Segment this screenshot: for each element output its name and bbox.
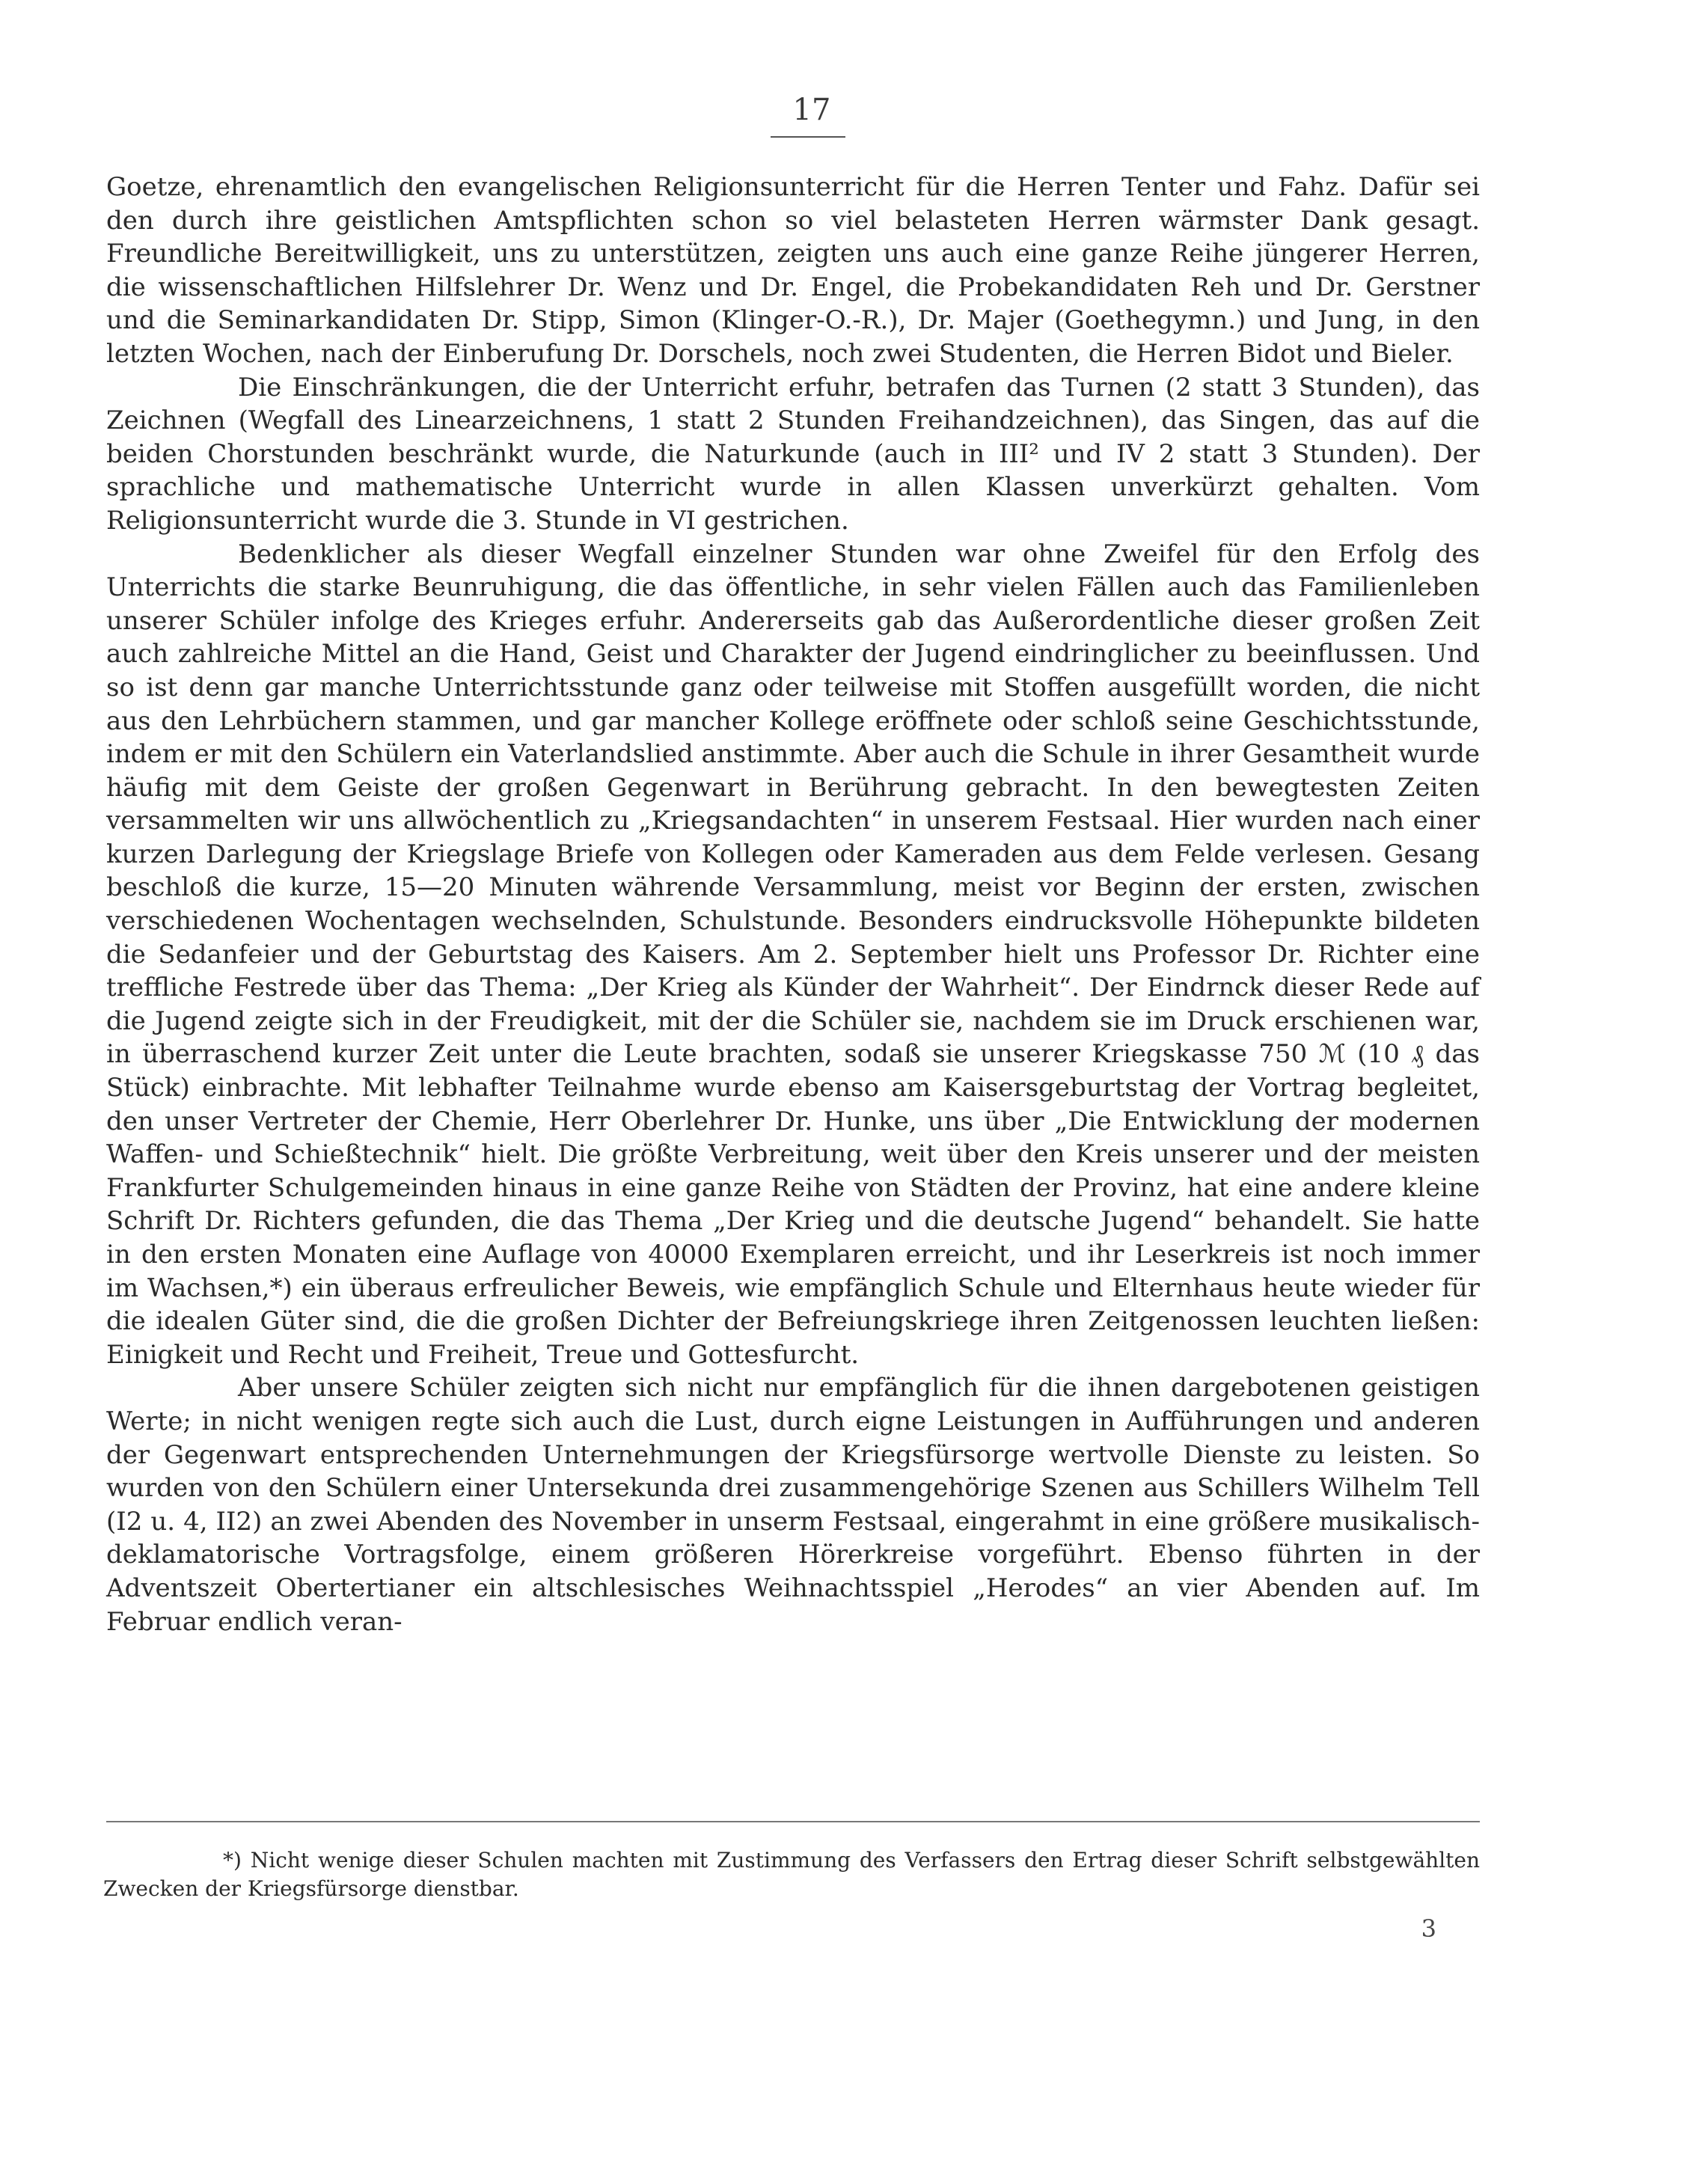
paragraph-1: Goetze, ehrenamtlich den evangelischen Religionsunterricht für die Herren Tenter und Fahz. Dafür sei den durch ihre geistlichen Amtspflichten schon so viel belasteten Herren wärmster Dank gesagt. Freundliche Bereitwilligkeit, uns zu unterstützen, zeigten uns auch eine ganze Reihe jüngerer Herren, die wissenschaftlichen Hilfslehrer Dr. Wenz und Dr. Engel, die Probekandidaten Reh und Dr. Gerstner und die Seminarkandidaten Dr. Stipp, Simon (Klinger-O.-R.), Dr. Majer (Goethegymn.) und Jung, in den letzten Wochen, nach der Einberufung Dr. Dorschels, noch zwei Studenten, die Herren Bidot und Bieler. — [106, 172, 1480, 369]
body-text — [106, 171, 1480, 1638]
page-number: 17 — [792, 93, 831, 127]
paragraph-4: Aber unsere Schüler zeigten sich nicht nur empfänglich für die ihnen dargebotenen geistigen Werte; in nicht wenigen regte sich auch die Lust, durch eigne Leistungen in Aufführungen und anderen der Gegenwart entsprechenden Unternehmungen der Kriegsfürsorge wertvolle Dienste zu leisten. So wurden von den Schülern einer Untersekunda drei zusammengehörige Szenen aus Schillers Wilhelm Tell (I2 u. 4, II2) an zwei Abenden des November in unserm Festsaal, eingerahmt in eine größere musikalisch-deklamatorische Vortragsfolge, einem größeren Hörerkreise vorgeführt. Ebenso führten in der Adventszeit Obertertianer ein altschlesisches Weihnachtsspiel „Herodes“ an vier Abenden auf. Im Februar endlich veran- — [106, 1373, 1480, 1637]
footnote — [103, 1846, 1480, 1903]
paragraph-3: Bedenklicher als dieser Wegfall einzelner Stunden war ohne Zweifel für den Erfolg des Unterrichts die starke Beunruhigung, die das öffentliche, in sehr vielen Fällen auch das Familienleben unserer Schüler infolge des Krieges erfuhr. Andererseits gab das Außerordentliche dieser großen Zeit auch zahlreiche Mittel an die Hand, Geist und Charakter der Jugend eindringlicher zu beeinflussen. Und so ist denn gar manche Unterrichtsstunde ganz oder teilweise mit Stoffen ausgefüllt worden, die nicht aus den Lehrbüchern stammen, und gar mancher Kollege eröffnete oder schloß seine Geschichtsstunde, indem er mit den Schülern ein Vaterlandslied anstimmte. Aber auch die Schule in ihrer Gesamtheit wurde häufig mit dem Geiste der großen Gegenwart in Berührung gebracht. In den bewegtesten Zeiten versammelten wir uns allwöchentlich zu „Kriegsandachten“ in unserem Festsaal. Hier wurden nach einer kurzen Darlegung der Kriegslage Briefe von Kollegen oder Kameraden aus dem Felde verlesen. Gesang beschloß die kurze, 15—20 Minuten währende Versammlung, meist vor Beginn der ersten, zwischen verschiedenen Wochentagen wechselnden, Schulstunde. Besonders eindrucksvolle Höhepunkte bildeten die Sedanfeier und der Geburtstag des Kaisers. Am 2. September hielt uns Professor Dr. Richter eine treffliche Festrede über das Thema: „Der Krieg als Künder der Wahrheit“. Der Eindrnck dieser Rede auf die Jugend zeigte sich in der Freudigkeit, mit der die Schüler sie, nachdem sie im Druck erschienen war, in überraschend kurzer Zeit unter die Leute brachten, sodaß sie unserer Kriegskasse 750 ℳ (10 ₰ das Stück) einbrachte. Mit lebhafter Teilnahme wurde ebenso am Kaisersgeburtstag der Vortrag begleitet, den unser Vertreter der Chemie, Herr Oberlehrer Dr. Hunke, uns über „Die Entwicklung der modernen Waffen- und Schießtechnik“ hielt. Die größte Verbreitung, weit über den Kreis unserer und der meisten Frankfurter Schulgemeinden hinaus in eine ganze Reihe von Städten der Provinz, hat eine andere kleine Schrift Dr. Richters gefunden, die das Thema „Der Krieg und die deutsche Jugend“ behandelt. Sie hatte in den ersten Monaten eine Auflage von 40000 Exemplaren erreicht, und ihr Leserkreis ist noch immer im Wachsen,*) ein überaus erfreulicher Beweis, wie empfänglich Schule und Elternhaus heute wieder für die idealen Güter sind, die die großen Dichter der Befreiungskriege ihren Zeitgenossen leuchten ließen: Einigkeit und Recht und Freiheit, Treue und Gottesfurcht. — [106, 539, 1480, 1370]
paragraph-2: Die Einschränkungen, die der Unterricht erfuhr, betrafen das Turnen (2 statt 3 Stunden), das Zeichnen (Wegfall des Linearzeichnens, 1 statt 2 Stunden Freihandzeichnen), das Singen, das auf die beiden Chorstunden beschränkt wurde, die Naturkunde (auch in III² und IV 2 statt 3 Stunden). Der sprachliche und mathematische Unterricht wurde in allen Klassen unverkürzt gehalten. Vom Religionsunterricht wurde die 3. Stunde in VI gestrichen. — [106, 372, 1480, 536]
signature-mark: 3 — [1421, 1914, 1436, 1943]
footnote-rule — [106, 1821, 1480, 1822]
header-rule — [771, 136, 845, 138]
footnote-text: *) Nicht wenige dieser Schulen machten mit Zustimmung des Verfassers den Ertrag dieser Schrift selbstgewählten Zwecken der Kriegsfürsorge dienstbar. — [103, 1848, 1480, 1901]
